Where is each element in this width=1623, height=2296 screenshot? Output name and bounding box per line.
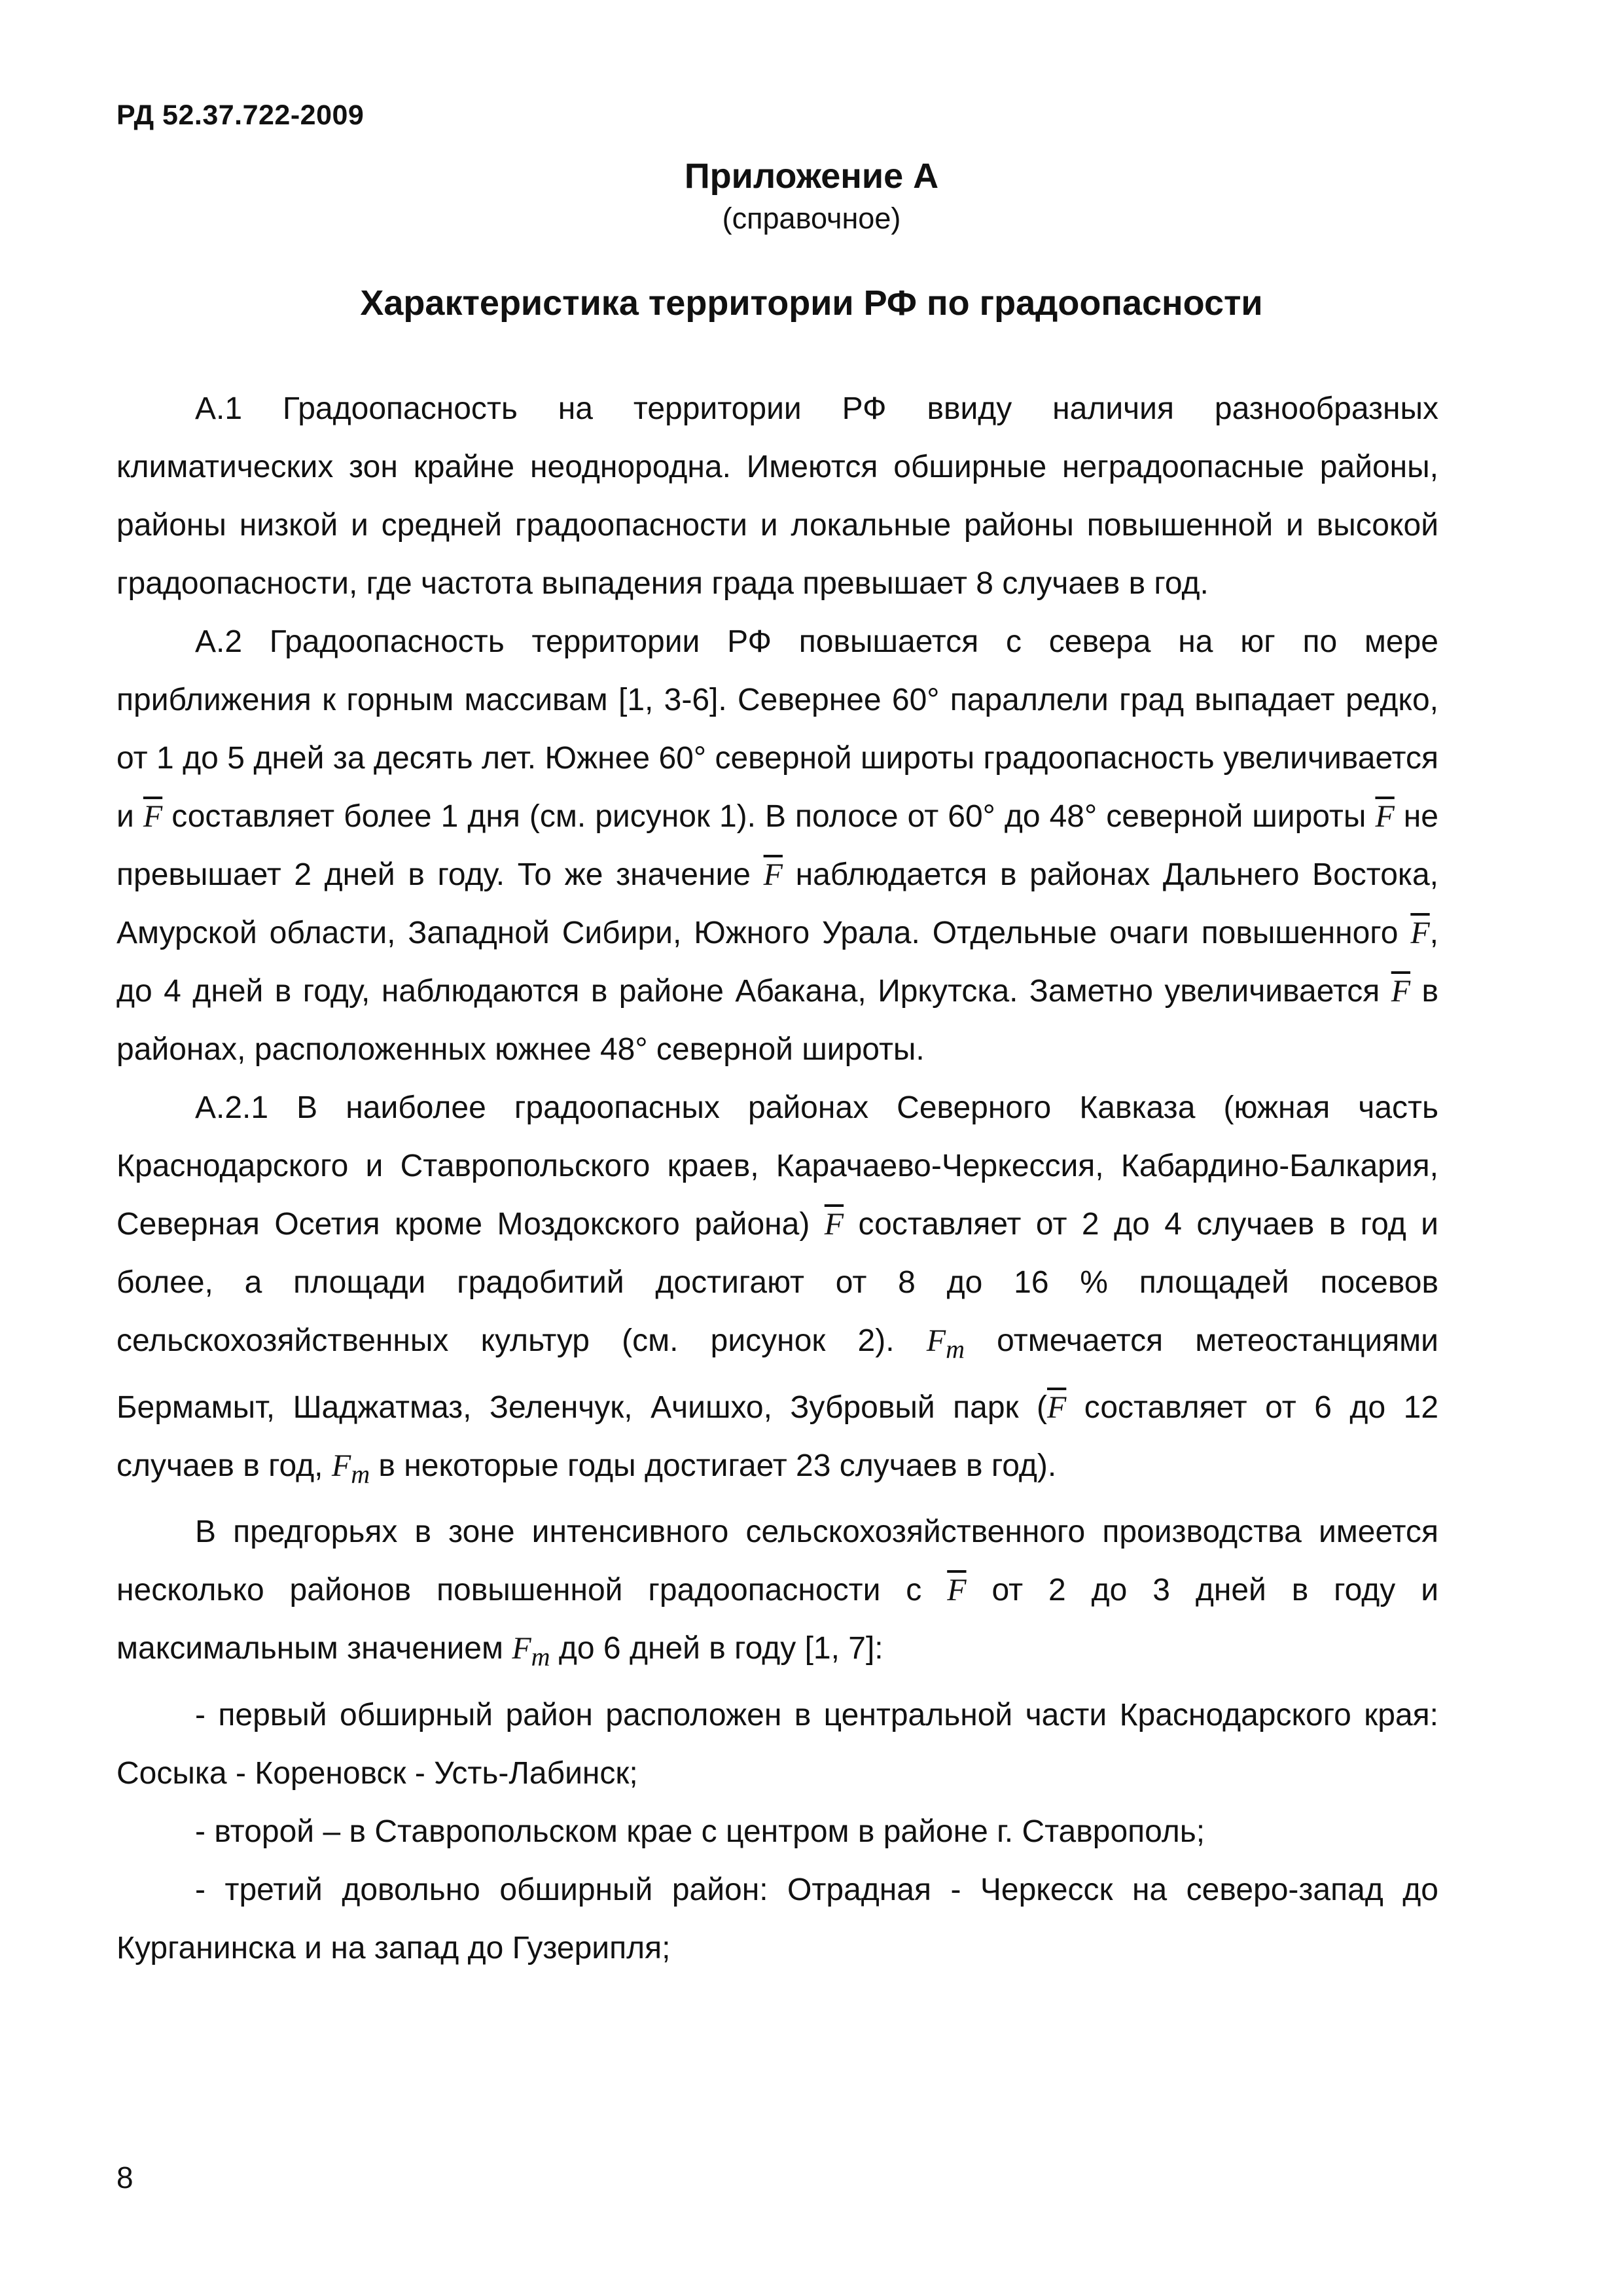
paragraph-a2 bbox=[116, 613, 1438, 1079]
list-item: - третий довольно обширный район: Отрадная - Черкесск на северо-запад до Курганинска и на запад до Гузерипля; bbox=[116, 1872, 1438, 1965]
paragraph-a2-text-1: А.2 Градоопасность территории РФ повышается с севера на юг по мере приближения к горным массивам [1, 3-6]. Севернее 60° параллели град выпадает редко, от 1 до 5 дней за десять лет. Южнее 60° северной широты градоопасность увеличивается и bbox=[116, 624, 1438, 834]
paragraph-foothills-text-2: от 2 до 3 дней в году и максимальным значением bbox=[116, 1573, 1438, 1666]
body-text bbox=[116, 380, 1438, 1977]
list-item: - первый обширный район расположен в центральной части Краснодарского края: Сосыка - Кореновск - Усть-Лабинск; bbox=[116, 1697, 1438, 1791]
paragraph-a21-text-4: составляет от 6 до 12 случаев в год, bbox=[116, 1390, 1439, 1483]
paragraph-a1: А.1 Градоопасность на территории РФ ввиду наличия разнообразных климатических зон крайне неоднородна. Имеются обширные неградоопасные районы, районы низкой и средней градоопасности и локальные районы повышенной и высокой градоопасности, где частота выпадения града превышает 8 случаев в год. bbox=[116, 391, 1438, 601]
paragraph-a2-text-5: , до 4 дней в году, наблюдаются в районе Абакана, Иркутска. Заметно увеличивается bbox=[116, 916, 1438, 1009]
paragraph-a21-text-2: составляет от 2 до 4 случаев в год и более, а площади градобитий достигают от 8 до 16 % площадей посевов сельскохозяйственных культур (см. рисунок 2). bbox=[116, 1207, 1438, 1358]
f-bar-symbol: $\overline{F}$ bbox=[763, 857, 783, 892]
paragraph-a21 bbox=[116, 1079, 1438, 1503]
paragraph-foothills-text-1: В предгорьях в зоне интенсивного сельскохозяйственного производства имеется несколько районов повышенной градоопасности с bbox=[116, 1515, 1438, 1608]
f-bar-symbol: $\overline{F}$ bbox=[824, 1207, 844, 1242]
paragraph-foothills bbox=[116, 1503, 1438, 1686]
paragraph-foothills-text-3: до 6 дней в году [1, 7]: bbox=[550, 1631, 883, 1666]
paragraph-a2-text-6: в районах, расположенных южнее 48° северной широты. bbox=[116, 974, 1439, 1067]
paragraph-a2-text-2: составляет более 1 дня (см. рисунок 1). В полосе от 60° до 48° северной широты bbox=[162, 799, 1376, 834]
f-bar-symbol: $\overline{F}$ bbox=[143, 799, 163, 834]
paragraph-a2-text-4: наблюдается в районах Дальнего Востока, Амурской области, Западной Сибири, Южного Урала. Отдельные очаги повышенного bbox=[116, 857, 1438, 950]
section-title: Характеристика территории РФ по градоопасности bbox=[360, 283, 1263, 323]
document-code: РД 52.37.722-2009 bbox=[116, 99, 365, 131]
paragraph-a2-text-3: не превышает 2 дней в году. То же значение bbox=[116, 799, 1438, 892]
f-bar-symbol: $\overline{F}$ bbox=[1410, 916, 1430, 950]
f-bar-symbol: $\overline{F}$ bbox=[947, 1573, 967, 1608]
f-bar-symbol: $\overline{F}$ bbox=[1391, 974, 1411, 1009]
page-number: 8 bbox=[116, 2161, 134, 2195]
f-m-symbol: $F_m$ bbox=[331, 1448, 370, 1489]
list-item: - второй – в Ставропольском крае с центром в районе г. Ставрополь; bbox=[195, 1814, 1205, 1849]
f-bar-symbol: $\overline{F}$ bbox=[1375, 799, 1395, 834]
appendix-title: Приложение А bbox=[684, 156, 939, 196]
f-m-symbol: $F_m$ bbox=[512, 1631, 550, 1672]
paragraph-a21-text-3: отмечается метеостанциями Бермамыт, Шаджатмаз, Зеленчук, Ачишхо, Зубровый парк ( bbox=[116, 1323, 1438, 1425]
f-bar-symbol: $\overline{F}$ bbox=[1047, 1390, 1067, 1425]
f-m-symbol: $F_m$ bbox=[926, 1323, 965, 1364]
appendix-subtitle: (справочное) bbox=[722, 202, 901, 235]
paragraph-a21-text-5: в некоторые годы достигает 23 случаев в год). bbox=[370, 1448, 1057, 1483]
paragraph-a21-text-1: А.2.1 В наиболее градоопасных районах Северного Кавказа (южная часть Краснодарского и Ставропольского краев, Карачаево-Черкессия, Кабардино-Балкария, Северная Осетия кроме Моздокского района) bbox=[116, 1090, 1438, 1242]
